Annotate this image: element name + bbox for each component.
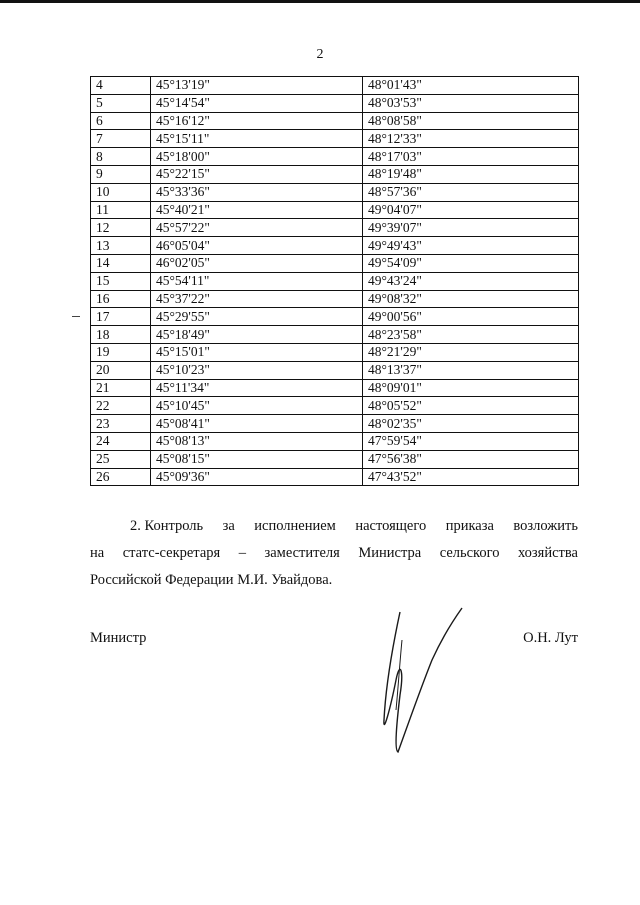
point-number-cell: 9 — [91, 165, 151, 183]
coordinates-table-body — [91, 77, 579, 486]
longitude-cell: 48°09'01" — [363, 379, 579, 397]
longitude-cell: 47°59'54" — [363, 432, 579, 450]
longitude-cell: 48°21'29" — [363, 343, 579, 361]
table-row — [91, 432, 579, 450]
point-number-cell: 16 — [91, 290, 151, 308]
point-number-cell: 10 — [91, 183, 151, 201]
signatory-title: Министр — [90, 630, 147, 646]
longitude-cell: 47°56'38" — [363, 450, 579, 468]
table-row — [91, 112, 579, 130]
point-number-cell: 18 — [91, 326, 151, 344]
point-number-cell: 4 — [91, 77, 151, 95]
longitude-cell: 48°17'03" — [363, 148, 579, 166]
latitude-cell: 45°40'21" — [151, 201, 363, 219]
latitude-cell: 46°02'05" — [151, 254, 363, 272]
table-row — [91, 450, 579, 468]
longitude-cell: 49°04'07" — [363, 201, 579, 219]
paragraph-word: возложить — [513, 518, 578, 534]
latitude-cell: 45°22'15" — [151, 165, 363, 183]
paragraph-word: настоящего — [355, 518, 427, 534]
paragraph-line-2 — [90, 540, 578, 567]
point-number-cell: 22 — [91, 397, 151, 415]
table-row — [91, 361, 579, 379]
table-row — [91, 272, 579, 290]
table-row — [91, 130, 579, 148]
handwritten-signature — [360, 600, 470, 760]
point-number-cell: 15 — [91, 272, 151, 290]
point-number-cell: 11 — [91, 201, 151, 219]
paragraph-word: исполнением — [254, 518, 336, 534]
latitude-cell: 45°14'54" — [151, 94, 363, 112]
latitude-cell: 45°54'11" — [151, 272, 363, 290]
table-row — [91, 148, 579, 166]
longitude-cell: 49°00'56" — [363, 308, 579, 326]
table-row — [91, 379, 579, 397]
table-row — [91, 183, 579, 201]
paragraph-word: 2. Контроль — [130, 518, 204, 534]
latitude-cell: 45°08'15" — [151, 450, 363, 468]
table-row — [91, 254, 579, 272]
table-row — [91, 308, 579, 326]
point-number-cell: 12 — [91, 219, 151, 237]
latitude-cell: 45°16'12" — [151, 112, 363, 130]
point-number-cell: 13 — [91, 237, 151, 255]
point-number-cell: 25 — [91, 450, 151, 468]
latitude-cell: 45°57'22" — [151, 219, 363, 237]
latitude-cell: 45°09'36" — [151, 468, 363, 486]
point-number-cell: 7 — [91, 130, 151, 148]
latitude-cell: 45°37'22" — [151, 290, 363, 308]
latitude-cell: 45°10'23" — [151, 361, 363, 379]
latitude-cell: 45°08'13" — [151, 432, 363, 450]
point-number-cell: 19 — [91, 343, 151, 361]
paragraph-line-1 — [90, 513, 578, 540]
table-row — [91, 201, 579, 219]
latitude-cell: 45°18'49" — [151, 326, 363, 344]
paragraph-word: приказа — [445, 518, 494, 534]
table-row — [91, 468, 579, 486]
point-number-cell: 21 — [91, 379, 151, 397]
point-number-cell: 5 — [91, 94, 151, 112]
longitude-cell: 49°43'24" — [363, 272, 579, 290]
table-row — [91, 326, 579, 344]
coordinates-table — [90, 76, 579, 486]
longitude-cell: 48°13'37" — [363, 361, 579, 379]
paragraph-word: Министра — [358, 545, 422, 561]
point-number-cell: 8 — [91, 148, 151, 166]
latitude-cell: 45°08'41" — [151, 415, 363, 433]
point-number-cell: 26 — [91, 468, 151, 486]
point-number-cell: 20 — [91, 361, 151, 379]
paragraph-word: на — [90, 545, 105, 561]
longitude-cell: 48°57'36" — [363, 183, 579, 201]
latitude-cell: 45°13'19" — [151, 77, 363, 95]
longitude-cell: 48°08'58" — [363, 112, 579, 130]
table-row — [91, 415, 579, 433]
longitude-cell: 49°39'07" — [363, 219, 579, 237]
paragraph-word: статс-секретаря — [122, 545, 221, 561]
table-row — [91, 397, 579, 415]
latitude-cell: 45°10'45" — [151, 397, 363, 415]
signatory-name: О.Н. Лут — [523, 630, 578, 646]
point-number-cell: 6 — [91, 112, 151, 130]
latitude-cell: 46°05'04" — [151, 237, 363, 255]
longitude-cell: 48°02'35" — [363, 415, 579, 433]
latitude-cell: 45°18'00" — [151, 148, 363, 166]
latitude-cell: 45°33'36" — [151, 183, 363, 201]
latitude-cell: 45°11'34" — [151, 379, 363, 397]
table-row — [91, 77, 579, 95]
table-row — [91, 290, 579, 308]
page-number: 2 — [316, 47, 324, 62]
longitude-cell: 49°54'09" — [363, 254, 579, 272]
margin-mark — [72, 316, 80, 317]
table-row — [91, 219, 579, 237]
table-row — [91, 343, 579, 361]
longitude-cell: 49°08'32" — [363, 290, 579, 308]
longitude-cell: 48°23'58" — [363, 326, 579, 344]
longitude-cell: 48°12'33" — [363, 130, 579, 148]
table-row — [91, 94, 579, 112]
latitude-cell: 45°15'01" — [151, 343, 363, 361]
table-row — [91, 237, 579, 255]
paragraph-word: хозяйства — [517, 545, 578, 561]
page-top-border — [0, 0, 640, 3]
longitude-cell: 48°05'52" — [363, 397, 579, 415]
point-number-cell: 14 — [91, 254, 151, 272]
paragraph-line-3: Российской Федерации М.И. Увайдова. — [90, 572, 333, 588]
table-row — [91, 165, 579, 183]
longitude-cell: 49°49'43" — [363, 237, 579, 255]
longitude-cell: 48°01'43" — [363, 77, 579, 95]
point-number-cell: 24 — [91, 432, 151, 450]
longitude-cell: 48°03'53" — [363, 94, 579, 112]
point-number-cell: 17 — [91, 308, 151, 326]
longitude-cell: 48°19'48" — [363, 165, 579, 183]
paragraph-word: заместителя — [264, 545, 340, 561]
paragraph-control — [90, 513, 578, 594]
paragraph-word: сельского — [439, 545, 500, 561]
longitude-cell: 47°43'52" — [363, 468, 579, 486]
paragraph-word: – — [238, 545, 246, 561]
paragraph-word: за — [222, 518, 235, 534]
point-number-cell: 23 — [91, 415, 151, 433]
latitude-cell: 45°15'11" — [151, 130, 363, 148]
latitude-cell: 45°29'55" — [151, 308, 363, 326]
